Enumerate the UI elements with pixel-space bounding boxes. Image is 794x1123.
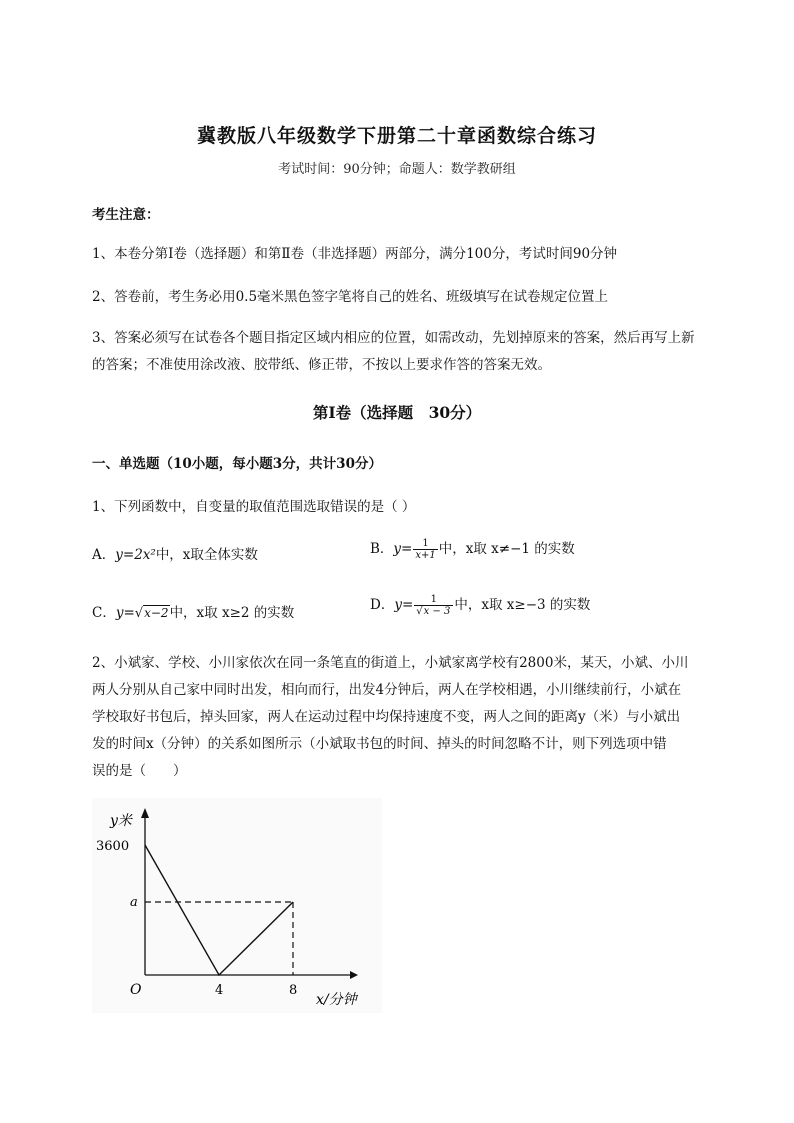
notice-item-1: 1、本卷分第Ⅰ卷（选择题）和第Ⅱ卷（非选择题）两部分，满分100分，考试时间90分钟 — [92, 246, 618, 262]
option-b-text: 中，x取 x≠−1 的实数 — [438, 541, 575, 557]
option-c[interactable] — [92, 601, 294, 621]
question-2-line-1: 2、小斌家、学校、小川家依次在同一条笔直的街道上，小斌家离学校有2800米，某天，小斌、小川 — [92, 655, 689, 671]
y-axis-label: y米 — [110, 813, 132, 829]
option-b-numerator: 1 — [413, 538, 437, 550]
question-2-line-2: 两人分别从自己家中同时出发，相向而行，出发4分钟后，两人在学校相遇，小川继续前行，小斌在 — [92, 682, 682, 698]
notice-item-2: 2、答卷前，考生务必用0.5毫米黑色签字笔将自己的姓名、班级填写在试卷规定位置上 — [92, 289, 609, 305]
option-c-text: 中，x取 x≥2 的实数 — [169, 605, 295, 621]
option-d-label: D． — [370, 597, 395, 613]
option-b-fraction — [413, 538, 437, 561]
question-2-line-3: 学校取好书包后，掉头回家，两人在运动过程中均保持速度不变，两人之间的距离y（米）与小斌出 — [92, 709, 681, 725]
section-title: 第Ⅰ卷（选择题 30分） — [312, 403, 482, 422]
option-d[interactable] — [370, 593, 590, 617]
sqrt-sign-icon: √ — [134, 606, 144, 621]
document-title: 冀教版八年级数学下册第二十章函数综合练习 — [196, 125, 597, 147]
option-d-fraction — [414, 594, 453, 617]
question-2-line-4: 发的时间x（分钟）的关系如图所示（小斌取书包的时间、掉头的时间忽略不计，则下列选项中错 — [92, 736, 667, 752]
x-tick-label: 8 — [289, 983, 298, 998]
x-axis-label: x/分钟 — [316, 992, 357, 1008]
notice-item-3: 3、答案必须写在试卷各个题目指定区域内相应的位置，如需改动，先划掉原来的答案，然后再写上新 — [92, 330, 695, 346]
question-2-line-5: 误的是（ ） — [92, 763, 187, 779]
y-tick-label: a — [130, 895, 138, 910]
option-c-label: C． — [92, 605, 116, 621]
option-b-denominator: x+1 — [415, 550, 436, 561]
option-d-numerator: 1 — [414, 594, 453, 606]
option-d-text: 中，x取 x≥−3 的实数 — [454, 597, 591, 613]
option-d-radicand: x − 3 — [423, 606, 451, 617]
option-c-lhs: y= — [115, 605, 135, 621]
notice-heading: 考生注意： — [92, 207, 160, 223]
option-a-text: 中，x取全体实数 — [155, 547, 258, 563]
part-heading: 一、单选题（10小题，每小题3分，共计30分） — [92, 456, 382, 472]
distance-time-graph — [92, 798, 382, 1013]
y-tick-label: 3600 — [96, 839, 130, 854]
option-b-lhs: y= — [393, 541, 413, 557]
option-a[interactable] — [92, 543, 258, 563]
option-c-radicand: x−2 — [144, 606, 169, 620]
option-a-expr: y=2x² — [115, 547, 156, 563]
document-subtitle: 考试时间：90分钟；命题人：数学教研组 — [278, 162, 516, 177]
option-b[interactable] — [370, 537, 575, 561]
notice-item-3-cont: 的答案；不准使用涂改液、胶带纸、修正带，不按以上要求作答的答案无效。 — [92, 357, 551, 373]
question-1-stem: 1、下列函数中，自变量的取值范围选取错误的是（ ） — [92, 499, 416, 515]
sqrt-sign-icon: √ — [416, 606, 423, 617]
option-d-lhs: y= — [394, 597, 414, 613]
option-d-denominator — [414, 606, 453, 617]
x-tick-label: 4 — [215, 983, 224, 998]
origin-label: O — [130, 982, 142, 998]
option-a-label: A． — [92, 547, 116, 563]
option-b-label: B． — [370, 541, 394, 557]
